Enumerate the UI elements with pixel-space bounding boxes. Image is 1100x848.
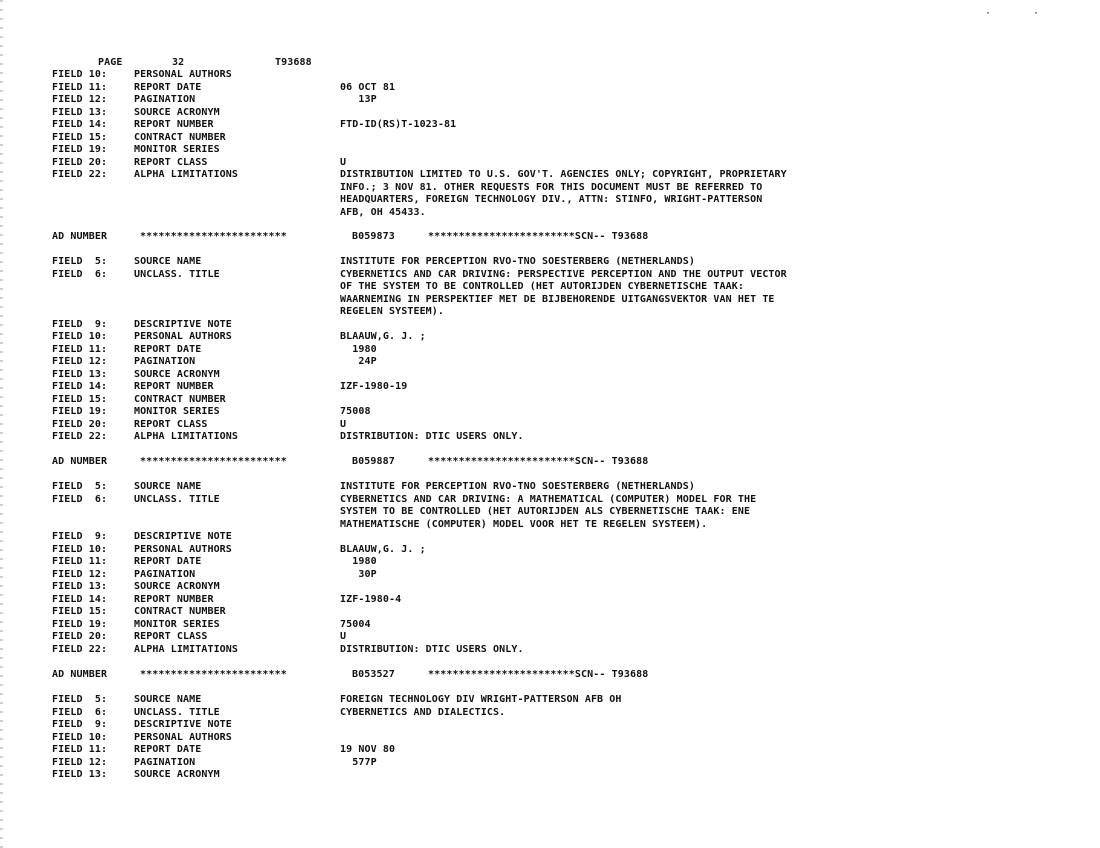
field-code: FIELD 5:	[52, 694, 108, 705]
field-label: UNCLASS. TITLE	[134, 268, 220, 280]
field-code: FIELD 15:	[52, 393, 108, 405]
field-label: PAGINATION	[134, 94, 196, 105]
field-value: 1980	[340, 556, 377, 567]
field-code: FIELD 10:	[52, 543, 108, 555]
field-code: FIELD 15:	[52, 606, 108, 617]
field-value: 75004	[340, 618, 371, 630]
field-value: BLAAUW,G. J. ;	[340, 543, 426, 555]
field-row	[0, 494, 1100, 506]
ad-number: B059873	[352, 231, 395, 242]
field-value: FTD-ID(RS)T-1023-81	[340, 119, 457, 130]
stars-right: ************************SCN-- T93688	[428, 669, 649, 680]
field-code: FIELD 9:	[52, 719, 108, 730]
field-code: FIELD 5:	[52, 481, 108, 492]
field-row	[0, 182, 1100, 194]
field-row	[0, 306, 1100, 318]
field-label: ALPHA LIMITATIONS	[134, 643, 239, 655]
field-label: REPORT DATE	[134, 556, 202, 567]
field-label: UNCLASS. TITLE	[134, 706, 220, 718]
field-row	[0, 431, 1100, 443]
field-label: PERSONAL AUTHORS	[134, 731, 232, 743]
field-value: INSTITUTE FOR PERCEPTION RVO-TNO SOESTERBERG (NETHERLANDS)	[340, 256, 695, 267]
field-label: MONITOR SERIES	[134, 144, 220, 155]
field-code: FIELD 13:	[52, 581, 108, 592]
ad-number-row	[0, 669, 1100, 681]
corner-mark: ˙	[1033, 12, 1040, 23]
field-row	[0, 707, 1100, 719]
field-label: ALPHA LIMITATIONS	[134, 169, 239, 180]
field-value: 30P	[340, 568, 377, 580]
field-code: FIELD 10:	[52, 731, 108, 743]
field-row	[0, 82, 1100, 94]
field-code: FIELD 10:	[52, 331, 108, 342]
stars-left: ************************	[140, 669, 287, 680]
field-row	[0, 281, 1100, 293]
field-row	[0, 207, 1100, 219]
field-label: PAGINATION	[134, 756, 196, 768]
field-label: REPORT DATE	[134, 81, 202, 93]
field-value: 24P	[340, 356, 377, 367]
field-code: FIELD 13:	[52, 769, 108, 780]
field-label: REPORT NUMBER	[134, 119, 214, 130]
field-label: SOURCE NAME	[134, 481, 202, 492]
stars-left: ************************	[140, 456, 287, 467]
field-code: FIELD 12:	[52, 568, 108, 580]
field-value: 19 NOV 80	[340, 744, 396, 755]
ad-label: AD NUMBER	[52, 669, 108, 680]
field-row	[0, 519, 1100, 531]
field-code: FIELD 13:	[52, 368, 108, 380]
field-label: CONTRACT NUMBER	[134, 393, 226, 405]
field-label: MONITOR SERIES	[134, 618, 220, 630]
field-label: PERSONAL AUTHORS	[134, 543, 232, 555]
field-value: CYBERNETICS AND CAR DRIVING: PERSPECTIVE PERCEPTION AND THE OUTPUT VECTOR	[340, 268, 787, 280]
field-value: 75008	[340, 406, 371, 417]
stars-left: ************************	[140, 231, 287, 242]
field-row	[0, 344, 1100, 356]
field-row	[0, 269, 1100, 281]
field-row	[0, 719, 1100, 731]
field-row	[0, 744, 1100, 756]
field-value: INSTITUTE FOR PERCEPTION RVO-TNO SOESTERBERG (NETHERLANDS)	[340, 481, 695, 492]
field-label: PERSONAL AUTHORS	[134, 69, 232, 80]
field-code: FIELD 6:	[52, 493, 108, 505]
field-label: SOURCE NAME	[134, 256, 202, 267]
field-row	[0, 769, 1100, 781]
field-code: FIELD 9:	[52, 531, 108, 542]
field-value: WAARNEMING IN PERSPEKTIEF MET DE BIJBEHORENDE UITGANGSVEKTOR VAN HET TE	[340, 293, 775, 305]
field-code: FIELD 12:	[52, 756, 108, 768]
page-number: 32	[172, 57, 185, 68]
field-value: DISTRIBUTION LIMITED TO U.S. GOV'T. AGENCIES ONLY; COPYRIGHT, PROPRIETARY	[340, 169, 787, 180]
ad-label: AD NUMBER	[52, 456, 108, 467]
field-code: FIELD 19:	[52, 406, 108, 417]
field-row	[0, 194, 1100, 206]
field-label: CONTRACT NUMBER	[134, 131, 226, 143]
field-value: DISTRIBUTION: DTIC USERS ONLY.	[340, 643, 524, 655]
field-value: 06 OCT 81	[340, 81, 396, 93]
field-label: PAGINATION	[134, 356, 196, 367]
field-row	[0, 319, 1100, 331]
field-code: FIELD 11:	[52, 81, 108, 93]
field-row	[0, 157, 1100, 169]
field-row	[0, 544, 1100, 556]
field-label: SOURCE ACRONYM	[134, 368, 220, 380]
field-label: REPORT CLASS	[134, 156, 208, 168]
field-label: SOURCE NAME	[134, 694, 202, 705]
field-row	[0, 594, 1100, 606]
field-row	[0, 644, 1100, 656]
corner-mark: ˙	[985, 12, 992, 23]
field-label: REPORT DATE	[134, 744, 202, 755]
field-label: REPORT CLASS	[134, 631, 208, 642]
field-label: SOURCE ACRONYM	[134, 769, 220, 780]
field-code: FIELD 11:	[52, 744, 108, 755]
ad-number-row	[0, 231, 1100, 243]
report-id: T93688	[275, 57, 312, 68]
field-label: REPORT DATE	[134, 343, 202, 355]
field-row	[0, 619, 1100, 631]
field-row	[0, 419, 1100, 431]
field-code: FIELD 15:	[52, 131, 108, 143]
field-code: FIELD 11:	[52, 556, 108, 567]
field-value: IZF-1980-4	[340, 593, 402, 605]
field-code: FIELD 6:	[52, 268, 108, 280]
field-row	[0, 394, 1100, 406]
field-value: U	[340, 418, 347, 430]
field-value: DISTRIBUTION: DTIC USERS ONLY.	[340, 431, 524, 442]
field-label: DESCRIPTIVE NOTE	[134, 318, 232, 330]
field-label: REPORT NUMBER	[134, 381, 214, 392]
field-value: IZF-1980-19	[340, 381, 408, 392]
field-code: FIELD 22:	[52, 169, 108, 180]
field-label: SOURCE ACRONYM	[134, 581, 220, 592]
field-value: HEADQUARTERS, FOREIGN TECHNOLOGY DIV., ATTN: STINFO, WRIGHT-PATTERSON	[340, 194, 763, 205]
field-value: FOREIGN TECHNOLOGY DIV WRIGHT-PATTERSON AFB OH	[340, 694, 622, 705]
field-value: CYBERNETICS AND DIALECTICS.	[340, 706, 506, 718]
field-row	[0, 69, 1100, 81]
field-code: FIELD 20:	[52, 156, 108, 168]
field-row	[0, 732, 1100, 744]
field-value: 1980	[340, 343, 377, 355]
field-value: AFB, OH 45433.	[340, 206, 426, 218]
ad-label: AD NUMBER	[52, 231, 108, 242]
field-label: REPORT CLASS	[134, 418, 208, 430]
field-row	[0, 119, 1100, 131]
field-code: FIELD 9:	[52, 318, 108, 330]
field-label: MONITOR SERIES	[134, 406, 220, 417]
field-code: FIELD 13:	[52, 106, 108, 118]
field-value: 577P	[340, 756, 377, 768]
field-row	[0, 694, 1100, 706]
field-row	[0, 294, 1100, 306]
field-label: UNCLASS. TITLE	[134, 493, 220, 505]
field-label: DESCRIPTIVE NOTE	[134, 719, 232, 730]
field-row	[0, 556, 1100, 568]
field-row	[0, 406, 1100, 418]
field-row	[0, 381, 1100, 393]
field-row	[0, 256, 1100, 268]
field-value: SYSTEM TO BE CONTROLLED (HET AUTORIJDEN ALS CYBERNETISCHE TAAK: ENE	[340, 506, 751, 517]
field-code: FIELD 12:	[52, 94, 108, 105]
field-row	[0, 757, 1100, 769]
field-value: 13P	[340, 94, 377, 105]
field-row	[0, 481, 1100, 493]
field-label: ALPHA LIMITATIONS	[134, 431, 239, 442]
field-value: MATHEMATISCHE (COMPUTER) MODEL VOOR HET TE REGELEN SYSTEEM).	[340, 518, 708, 530]
field-row	[0, 631, 1100, 643]
field-code: FIELD 19:	[52, 618, 108, 630]
field-label: PERSONAL AUTHORS	[134, 331, 232, 342]
field-row	[0, 569, 1100, 581]
field-code: FIELD 5:	[52, 256, 108, 267]
field-label: CONTRACT NUMBER	[134, 606, 226, 617]
field-value: U	[340, 631, 347, 642]
field-code: FIELD 19:	[52, 144, 108, 155]
field-code: FIELD 20:	[52, 631, 108, 642]
field-row	[0, 581, 1100, 593]
field-value: OF THE SYSTEM TO BE CONTROLLED (HET AUTORIJDEN CYBERNETISCHE TAAK:	[340, 281, 744, 292]
stars-right: ************************SCN-- T93688	[428, 231, 649, 242]
field-value: INFO.; 3 NOV 81. OTHER REQUESTS FOR THIS DOCUMENT MUST BE REFERRED TO	[340, 181, 763, 193]
field-row	[0, 369, 1100, 381]
field-code: FIELD 12:	[52, 356, 108, 367]
field-code: FIELD 22:	[52, 431, 108, 442]
stars-right: ************************SCN-- T93688	[428, 456, 649, 467]
field-label: DESCRIPTIVE NOTE	[134, 531, 232, 542]
field-row	[0, 107, 1100, 119]
field-row	[0, 132, 1100, 144]
field-label: PAGINATION	[134, 568, 196, 580]
field-value: REGELEN SYSTEEM).	[340, 306, 445, 317]
field-code: FIELD 11:	[52, 343, 108, 355]
field-row	[0, 531, 1100, 543]
field-code: FIELD 10:	[52, 69, 108, 80]
field-value: U	[340, 156, 347, 168]
ad-number-row	[0, 456, 1100, 468]
field-value: CYBERNETICS AND CAR DRIVING: A MATHEMATICAL (COMPUTER) MODEL FOR THE	[340, 493, 757, 505]
field-row	[0, 169, 1100, 181]
page-label: PAGE	[98, 57, 123, 68]
field-label: SOURCE ACRONYM	[134, 106, 220, 118]
field-code: FIELD 22:	[52, 643, 108, 655]
field-code: FIELD 14:	[52, 381, 108, 392]
field-row	[0, 144, 1100, 156]
field-row	[0, 606, 1100, 618]
field-code: FIELD 6:	[52, 706, 108, 718]
field-row	[0, 331, 1100, 343]
field-row	[0, 94, 1100, 106]
field-row	[0, 506, 1100, 518]
field-code: FIELD 20:	[52, 418, 108, 430]
ad-number: B059887	[352, 456, 395, 467]
field-code: FIELD 14:	[52, 593, 108, 605]
field-value: BLAAUW,G. J. ;	[340, 331, 426, 342]
field-row	[0, 356, 1100, 368]
field-code: FIELD 14:	[52, 119, 108, 130]
field-label: REPORT NUMBER	[134, 593, 214, 605]
ad-number: B053527	[352, 669, 395, 680]
